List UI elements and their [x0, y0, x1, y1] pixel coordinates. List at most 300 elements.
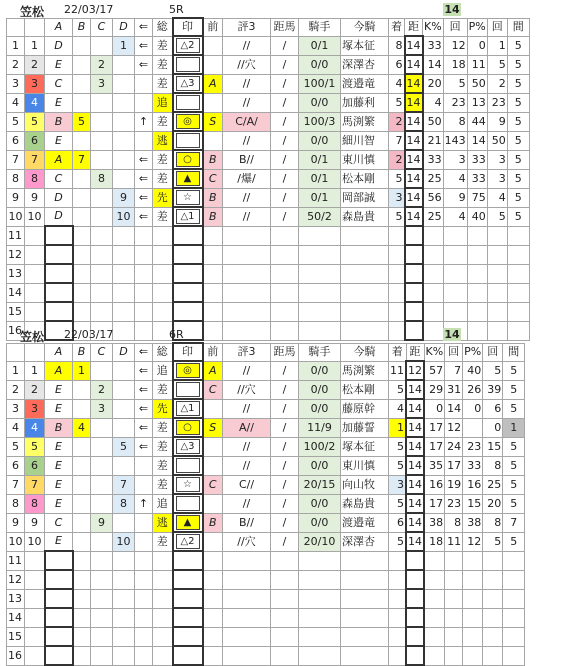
cell-mark: [173, 150, 203, 169]
cell-count: 18: [443, 55, 467, 74]
cell-gate: 8: [25, 494, 45, 513]
cell-arrow: ↑: [135, 494, 153, 513]
cell-rank-d: [113, 131, 135, 150]
cell-count: 14: [445, 399, 463, 418]
cell-rank-c: [91, 437, 113, 456]
cell-style: 逃: [153, 513, 173, 532]
cell-finish: 5: [389, 456, 407, 475]
cell-count2: 50: [487, 131, 507, 150]
cell-distance: [405, 245, 423, 264]
col-header-rank-a: A: [45, 343, 73, 361]
cell-gate: 6: [25, 131, 45, 150]
cell-jockey: 藤原幹: [341, 399, 389, 418]
cell-count: 17: [445, 456, 463, 475]
cell-horse-no: 7: [7, 475, 25, 494]
cell-prev: [203, 570, 223, 589]
cell-p-pct: 11: [467, 55, 487, 74]
cell-finish: 11: [389, 361, 407, 380]
mark-symbol: [176, 133, 200, 148]
cell-jockey-rate: 0/1: [299, 150, 341, 169]
cell-rank-c: 2: [91, 55, 113, 74]
cell-distance: 14: [406, 456, 424, 475]
cell-gate: [25, 589, 45, 608]
cell-arrow: [135, 74, 153, 93]
cell-prev: B: [203, 207, 223, 226]
cell-count: [443, 245, 467, 264]
table-row[interactable]: [7, 36, 530, 55]
cell-prev: S: [203, 418, 223, 437]
cell-rank-d: [113, 55, 135, 74]
cell-rank-c: [91, 226, 113, 245]
cell-count: 31: [445, 380, 463, 399]
cell-interval: [503, 589, 525, 608]
cell-distance: [405, 264, 423, 283]
cell-style: [153, 646, 173, 665]
cell-finish: [389, 283, 405, 302]
cell-k-pct: 17: [424, 418, 445, 437]
cell-rank-a: B: [45, 418, 73, 437]
cell-style: [153, 302, 173, 321]
cell-gate: 5: [25, 437, 45, 456]
cell-mark: [173, 93, 203, 112]
cell-eval3: //: [223, 93, 271, 112]
cell-distance: 14: [406, 380, 424, 399]
cell-jockey: 東川慎: [341, 150, 389, 169]
cell-eval3: [223, 283, 271, 302]
cell-eval3: [223, 608, 271, 627]
cell-rank-c: 8: [91, 169, 113, 188]
table-row[interactable]: [7, 418, 525, 437]
empty-row[interactable]: [7, 589, 525, 608]
cell-p-pct: 40: [467, 207, 487, 226]
cell-eval3: //: [223, 207, 271, 226]
cell-rank-b: [73, 475, 91, 494]
cell-mark: [173, 608, 203, 627]
table-row[interactable]: [7, 532, 525, 551]
cell-distance: 12: [406, 361, 424, 380]
cell-p-pct: 0: [463, 399, 483, 418]
cell-eval3: //: [223, 131, 271, 150]
cell-mark: [173, 475, 203, 494]
cell-rank-c: [91, 207, 113, 226]
cell-gate: [25, 646, 45, 665]
col-header-arrow: ⇐: [135, 18, 153, 36]
table-row[interactable]: [7, 131, 530, 150]
cell-rank-a: [45, 264, 73, 283]
cell-mark: [173, 361, 203, 380]
col-header-style: 総: [153, 18, 173, 36]
cell-jockey-rate: [299, 226, 341, 245]
cell-rank-d: [113, 589, 135, 608]
cell-rank-b: [73, 207, 91, 226]
cell-eval3: /爆/: [223, 169, 271, 188]
cell-finish: 4: [389, 74, 405, 93]
cell-interval: 5: [507, 207, 529, 226]
table-row[interactable]: [7, 380, 525, 399]
cell-style: [153, 570, 173, 589]
cell-interval: [507, 245, 529, 264]
cell-k-pct: 38: [424, 513, 445, 532]
cell-rank-d: [113, 361, 135, 380]
cell-style: 逃: [153, 131, 173, 150]
table-row[interactable]: [7, 169, 530, 188]
cell-dist-horse: /: [271, 380, 299, 399]
cell-prev: [203, 494, 223, 513]
cell-gate: 8: [25, 169, 45, 188]
cell-eval3: [223, 551, 271, 570]
cell-rank-a: E: [45, 456, 73, 475]
cell-k-pct: 29: [424, 380, 445, 399]
cell-rank-c: [91, 36, 113, 55]
cell-eval3: C//: [223, 475, 271, 494]
cell-eval3: [223, 570, 271, 589]
cell-k-pct: 33: [423, 36, 444, 55]
cell-count2: 5: [483, 361, 503, 380]
cell-count2: [483, 608, 503, 627]
table-row[interactable]: [7, 188, 530, 207]
cell-horse-no: 13: [7, 264, 25, 283]
cell-mark: [173, 207, 203, 226]
cell-gate: [25, 264, 45, 283]
cell-rank-a: A: [45, 150, 73, 169]
cell-horse-no: 12: [7, 245, 25, 264]
col-header-horse-no: [7, 18, 25, 36]
cell-dist-horse: [271, 245, 299, 264]
cell-jockey-rate: 0/0: [299, 380, 341, 399]
cell-count: 4: [443, 169, 467, 188]
cell-arrow: [135, 513, 153, 532]
empty-row[interactable]: [7, 245, 530, 264]
cell-distance: 14: [406, 475, 424, 494]
cell-rank-a: E: [45, 93, 73, 112]
empty-row[interactable]: [7, 302, 530, 321]
cell-dist-horse: /: [271, 36, 299, 55]
cell-rank-b: [73, 245, 91, 264]
cell-prev: A: [203, 74, 223, 93]
venue-label: 笠松: [20, 330, 45, 344]
cell-jockey: 馬渕繁: [341, 361, 389, 380]
table-row[interactable]: [7, 93, 530, 112]
cell-jockey: [341, 302, 389, 321]
cell-mark: [173, 513, 203, 532]
table-row[interactable]: [7, 475, 525, 494]
cell-finish: 5: [389, 207, 405, 226]
cell-horse-no: 16: [7, 321, 25, 340]
cell-mark: [173, 188, 203, 207]
mark-symbol: [176, 458, 200, 473]
cell-distance: 14: [406, 513, 424, 532]
cell-rank-d: [113, 93, 135, 112]
date-label: 22/03/17: [64, 3, 114, 16]
col-header-jockey-rate: 騎手: [299, 343, 341, 361]
cell-rank-b: [73, 264, 91, 283]
cell-prev: [203, 131, 223, 150]
cell-dist-horse: [271, 627, 299, 646]
cell-style: [153, 627, 173, 646]
cell-style: 差: [153, 150, 173, 169]
cell-eval3: //: [223, 437, 271, 456]
cell-finish: [389, 646, 407, 665]
cell-distance: 14: [405, 131, 423, 150]
col-header-p-pct: P%: [463, 343, 483, 361]
cell-k-pct: 4: [423, 93, 444, 112]
cell-interval: [507, 264, 529, 283]
cell-rank-c: 3: [91, 399, 113, 418]
cell-gate: [25, 608, 45, 627]
cell-jockey: [341, 608, 389, 627]
cell-rank-c: [91, 475, 113, 494]
cell-k-pct: 25: [423, 207, 444, 226]
cell-k-pct: 17: [424, 494, 445, 513]
cell-prev: [203, 399, 223, 418]
cell-interval: [507, 302, 529, 321]
col-header-prev: 前: [203, 18, 223, 36]
cell-style: 差: [153, 55, 173, 74]
col-header-k-pct: K%: [424, 343, 445, 361]
cell-rank-c: [91, 112, 113, 131]
cell-jockey-rate: [299, 264, 341, 283]
cell-style: 差: [153, 437, 173, 456]
cell-mark: [173, 494, 203, 513]
table-row[interactable]: [7, 207, 530, 226]
col-header-jockey-rate: 騎手: [299, 18, 341, 36]
cell-horse-no: 14: [7, 283, 25, 302]
cell-mark: [173, 226, 203, 245]
cell-rank-d: [113, 112, 135, 131]
cell-finish: [389, 608, 407, 627]
cell-style: 先: [153, 399, 173, 418]
cell-k-pct: 33: [423, 150, 444, 169]
distance-badge: 14: [444, 328, 460, 341]
cell-interval: 5: [503, 399, 525, 418]
table-row[interactable]: [7, 112, 530, 131]
cell-finish: [389, 551, 407, 570]
cell-distance: 14: [406, 418, 424, 437]
col-header-k-pct: K%: [423, 18, 444, 36]
empty-row[interactable]: [7, 570, 525, 589]
empty-row[interactable]: [7, 283, 530, 302]
cell-count: 23: [443, 93, 467, 112]
cell-dist-horse: /: [271, 112, 299, 131]
table-row[interactable]: [7, 150, 530, 169]
empty-row[interactable]: [7, 608, 525, 627]
cell-jockey-rate: [299, 608, 341, 627]
cell-finish: 5: [389, 93, 405, 112]
cell-dist-horse: [271, 302, 299, 321]
cell-arrow: ⇐: [135, 437, 153, 456]
table-row[interactable]: [7, 74, 530, 93]
cell-jockey: 東川慎: [341, 456, 389, 475]
cell-k-pct: [424, 627, 445, 646]
cell-style: 差: [153, 36, 173, 55]
cell-p-pct: 33: [467, 150, 487, 169]
cell-rank-c: [91, 93, 113, 112]
cell-eval3: //: [223, 399, 271, 418]
cell-rank-a: [45, 646, 73, 665]
empty-row[interactable]: [7, 551, 525, 570]
table-row[interactable]: [7, 437, 525, 456]
cell-finish: [389, 245, 405, 264]
col-header-mark: 印: [173, 343, 203, 361]
cell-jockey: 向山牧: [341, 475, 389, 494]
table-row[interactable]: [7, 494, 525, 513]
cell-p-pct: 0: [467, 36, 487, 55]
cell-rank-d: [113, 513, 135, 532]
cell-finish: [389, 226, 405, 245]
cell-gate: 9: [25, 188, 45, 207]
cell-rank-b: [73, 570, 91, 589]
empty-row[interactable]: [7, 264, 530, 283]
cell-style: [153, 245, 173, 264]
empty-row[interactable]: [7, 627, 525, 646]
cell-rank-a: C: [45, 74, 73, 93]
cell-style: [153, 589, 173, 608]
cell-horse-no: 14: [7, 608, 25, 627]
cell-p-pct: [467, 245, 487, 264]
cell-rank-b: [73, 437, 91, 456]
cell-rank-a: D: [45, 207, 73, 226]
cell-arrow: [135, 264, 153, 283]
cell-interval: 5: [507, 112, 529, 131]
cell-k-pct: 56: [423, 188, 444, 207]
table-row[interactable]: [7, 513, 525, 532]
col-header-rank-b: B: [73, 343, 91, 361]
cell-count: 11: [445, 532, 463, 551]
cell-finish: [389, 264, 405, 283]
cell-finish: [389, 302, 405, 321]
cell-jockey: 馬渕繁: [341, 112, 389, 131]
cell-rank-a: D: [45, 36, 73, 55]
cell-dist-horse: [271, 570, 299, 589]
cell-eval3: [223, 226, 271, 245]
cell-prev: [203, 532, 223, 551]
cell-distance: 14: [406, 532, 424, 551]
cell-jockey: 森島貴: [341, 207, 389, 226]
cell-rank-d: [113, 264, 135, 283]
cell-jockey: [341, 551, 389, 570]
cell-arrow: [135, 302, 153, 321]
cell-arrow: ⇐: [135, 188, 153, 207]
cell-gate: 3: [25, 74, 45, 93]
header-row: [7, 18, 530, 36]
header-row: [7, 343, 525, 361]
table-row[interactable]: [7, 361, 525, 380]
cell-jockey-rate: 20/10: [299, 532, 341, 551]
cell-prev: [203, 437, 223, 456]
cell-prev: C: [203, 475, 223, 494]
cell-dist-horse: /: [271, 418, 299, 437]
cell-eval3: //: [223, 494, 271, 513]
cell-arrow: [135, 456, 153, 475]
cell-finish: [389, 589, 407, 608]
cell-rank-a: [45, 551, 73, 570]
cell-rank-d: [113, 627, 135, 646]
cell-rank-c: [91, 418, 113, 437]
cell-style: 差: [153, 380, 173, 399]
cell-k-pct: 35: [424, 456, 445, 475]
cell-gate: 7: [25, 475, 45, 494]
cell-arrow: ⇐: [135, 361, 153, 380]
cell-rank-a: A: [45, 361, 73, 380]
cell-distance: [405, 302, 423, 321]
cell-jockey-rate: 11/9: [299, 418, 341, 437]
col-header-prev: 前: [203, 343, 223, 361]
empty-row[interactable]: [7, 226, 530, 245]
cell-dist-horse: /: [271, 93, 299, 112]
cell-distance: [405, 226, 423, 245]
cell-interval: [503, 627, 525, 646]
cell-style: [153, 264, 173, 283]
cell-k-pct: 0: [424, 399, 445, 418]
col-header-count2: 回: [483, 343, 503, 361]
cell-rank-d: [113, 302, 135, 321]
table-row[interactable]: [7, 55, 530, 74]
cell-eval3: C/A/: [223, 112, 271, 131]
cell-k-pct: [423, 226, 444, 245]
empty-row[interactable]: [7, 646, 525, 665]
cell-p-pct: [463, 589, 483, 608]
cell-rank-a: [45, 302, 73, 321]
cell-jockey-rate: [299, 302, 341, 321]
cell-eval3: //穴: [223, 532, 271, 551]
col-header-eval3: 評3: [223, 343, 271, 361]
cell-finish: 8: [389, 36, 405, 55]
cell-rank-b: [73, 302, 91, 321]
cell-rank-a: E: [45, 380, 73, 399]
cell-distance: 14: [405, 55, 423, 74]
col-header-arrow: ⇐: [135, 343, 153, 361]
cell-jockey-rate: 0/0: [299, 55, 341, 74]
cell-mark: [173, 112, 203, 131]
cell-p-pct: 33: [463, 456, 483, 475]
cell-count: [443, 264, 467, 283]
cell-rank-d: 1: [113, 36, 135, 55]
cell-rank-c: [91, 608, 113, 627]
cell-jockey: 深澤杏: [341, 55, 389, 74]
cell-finish: 4: [389, 399, 407, 418]
cell-rank-b: 7: [73, 150, 91, 169]
cell-count: 7: [445, 361, 463, 380]
cell-style: 追: [153, 93, 173, 112]
cell-p-pct: [463, 551, 483, 570]
cell-count2: 8: [483, 513, 503, 532]
cell-style: [153, 283, 173, 302]
cell-eval3: //: [223, 456, 271, 475]
cell-rank-b: [73, 36, 91, 55]
distance-badge: 14: [444, 3, 460, 16]
cell-style: 追: [153, 361, 173, 380]
cell-rank-a: E: [45, 475, 73, 494]
cell-rank-b: [73, 399, 91, 418]
cell-interval: 5: [507, 150, 529, 169]
cell-rank-d: [113, 245, 135, 264]
table-row[interactable]: [7, 456, 525, 475]
mark-symbol: ◎: [176, 363, 200, 378]
mark-symbol: △3: [176, 76, 200, 91]
cell-dist-horse: /: [271, 437, 299, 456]
cell-eval3: [223, 646, 271, 665]
cell-arrow: [135, 646, 153, 665]
cell-distance: 14: [405, 112, 423, 131]
cell-rank-b: [73, 55, 91, 74]
table-row[interactable]: [7, 399, 525, 418]
cell-k-pct: 20: [423, 74, 444, 93]
col-header-finish: 着: [389, 343, 407, 361]
cell-p-pct: [463, 570, 483, 589]
cell-horse-no: 2: [7, 55, 25, 74]
race-header: [6, 327, 576, 343]
cell-p-pct: 38: [463, 513, 483, 532]
